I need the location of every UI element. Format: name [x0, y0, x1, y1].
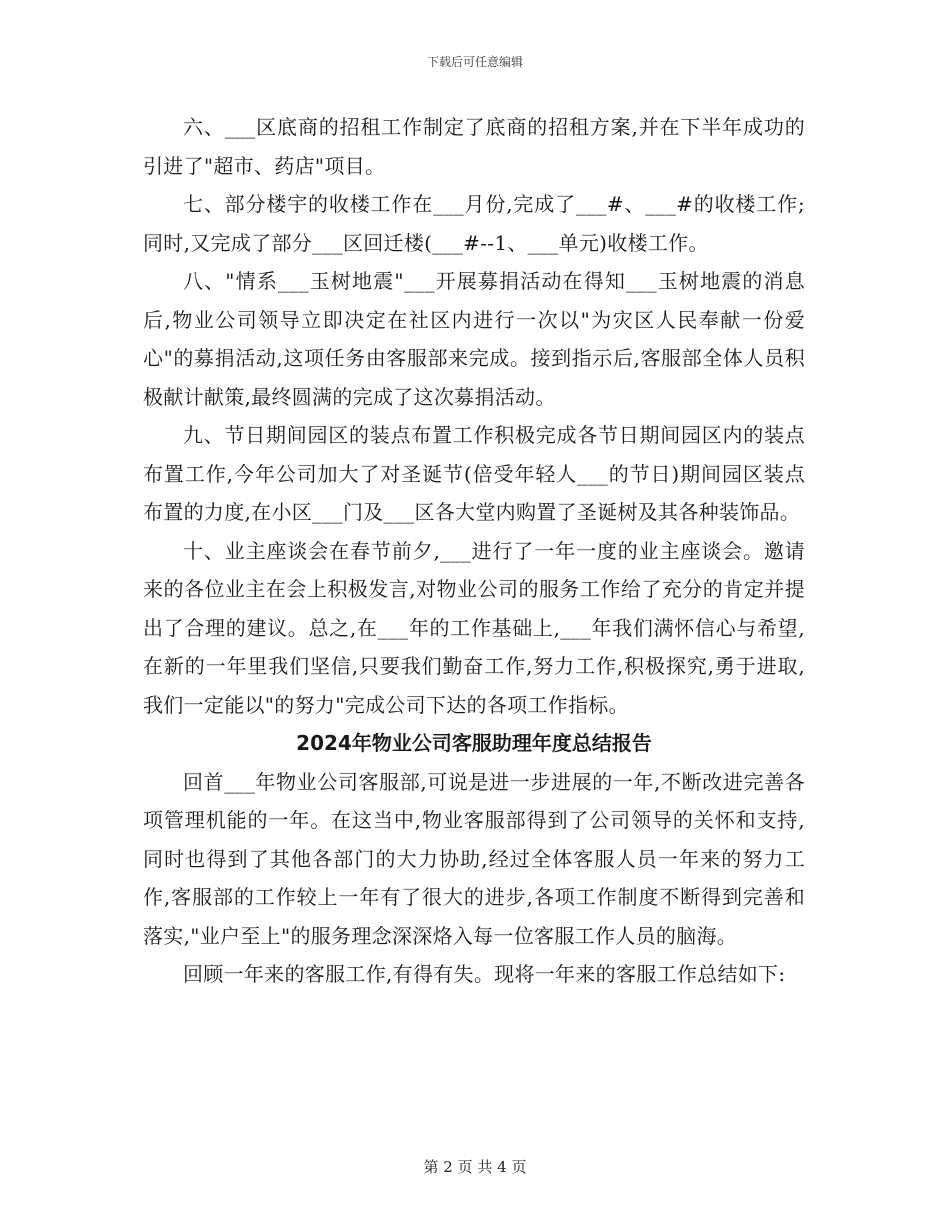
paragraph-eight: 八、"情系___玉树地震"___开展募捐活动在得知___玉树地震的消息后,物业公司领导立即决定在社区内进行一次以"为灾区人民奉献一份爱心"的募捐活动,这项任务由客服部来完成。接到指示后,客服部全体人员积极献计献策,最终圆满的完成了这次募捐活动。 [143, 269, 805, 409]
report-title: 2024年物业公司客服助理年度总结报告 [296, 731, 652, 755]
paragraph-ten: 十、业主座谈会在春节前夕,___进行了一年一度的业主座谈会。邀请来的各位业主在会上积极发言,对物业公司的服务工作给了充分的肯定并提出了合理的建议。总之,在___年的工作基础上,___年我们满怀信心与希望,在新的一年里我们坚信,只要我们勤奋工作,努力工作,积极探究,勇于进取,我们一定能以"的努力"完成公司下达的各项工作指标。 [143, 538, 805, 717]
page-header: 下载后可任意编辑 [426, 55, 523, 69]
paragraph-intro: 回首___年物业公司客服部,可说是进一步进展的一年,不断改进完善各项管理机能的一年。在这当中,物业客服部得到了公司领导的关怀和支持,同时也得到了其他各部门的大力协助,经过全体客服人员一年来的努力工作,客服部的工作较上一年有了很大的进步,各项工作制度不断得到完善和落实,"业户至上"的服务理念深深烙入每一位客服工作人员的脑海。 [143, 769, 805, 948]
paragraph-seven: 七、部分楼宇的收楼工作在___月份,完成了___#、___#的收楼工作;同时,又完成了部分___区回迁楼(___#--1、___单元)收楼工作。 [143, 192, 805, 255]
paragraph-nine: 九、节日期间园区的装点布置工作积极完成各节日期间园区内的装点布置工作,今年公司加大了对圣诞节(倍受年轻人___的节日)期间园区装点布置的力度,在小区___门及___区各大堂内购置了圣诞树及其各种装饰品。 [143, 423, 805, 524]
paragraph-six: 六、___区底商的招租工作制定了底商的招租方案,并在下半年成功的引进了"超市、药店"项目。 [143, 115, 805, 178]
document-body [143, 108, 805, 994]
paragraph-review: 回顾一年来的客服工作,有得有失。现将一年来的客服工作总结如下: [183, 962, 786, 986]
page-footer: 第 2 页 共 4 页 [423, 1158, 527, 1176]
